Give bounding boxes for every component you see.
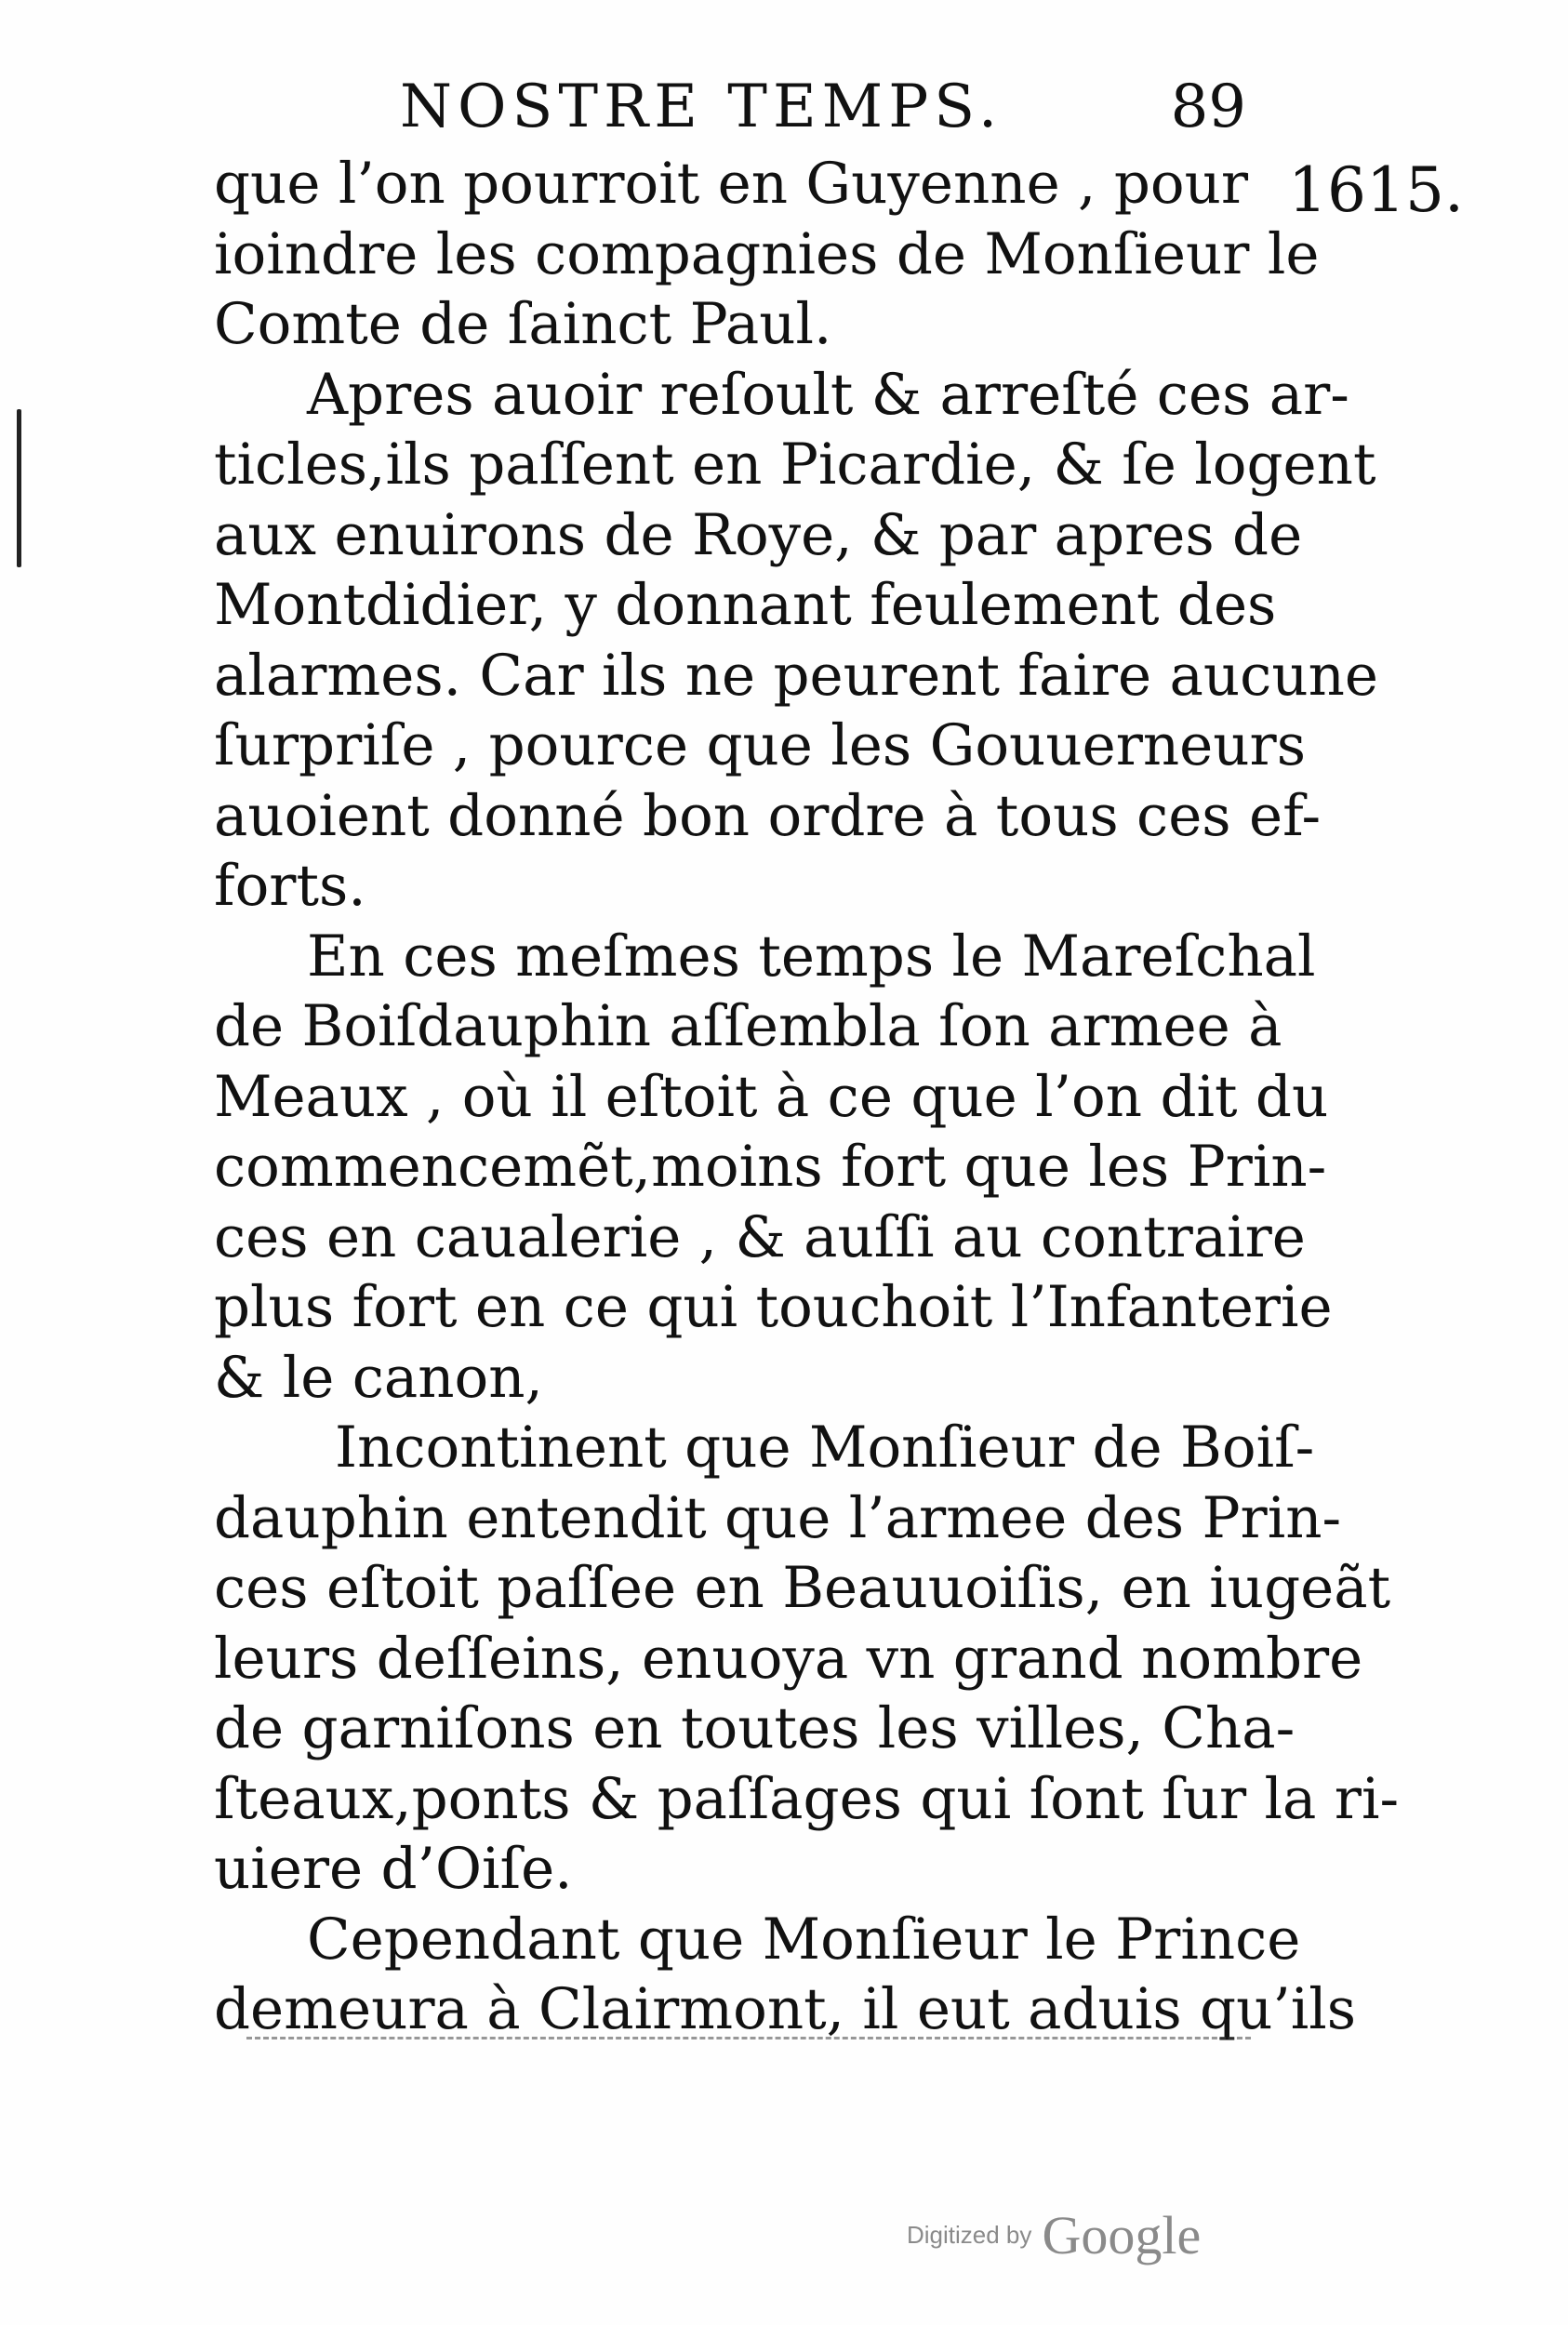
text-line: ſteaux,ponts & paſſages qui ſont ſur la ri- [214,1765,1400,1832]
text-line: leurs deſſeins, enuoya vn grand nombre [214,1625,1363,1692]
text-line: demeura à Clairmont, il eut aduis qu’ils [214,1976,1357,2042]
text-line: de garniſons en toutes les villes, Cha- [214,1695,1296,1761]
text-line: ces en caualerie , & auſſi au contraire [214,1203,1306,1270]
text-line: commencemẽt,moins fort que les Prin- [214,1134,1327,1200]
running-head-title: NOSTRE TEMPS. [400,73,1003,141]
margin-year-note: 1615. [1288,154,1464,226]
text-line: ticles,ils paſſent en Picardie, & ſe logent [214,432,1376,498]
watermark-prefix: Digitized by [907,2221,1032,2249]
text-line: Cependant que Monſieur le Prince [307,1906,1301,1973]
text-line: & le canon, [214,1344,543,1411]
text-line: ioindre les compagnies de Monſieur le [214,220,1320,287]
page-edge-mark [17,409,21,567]
google-logo: Google [1042,2205,1202,2265]
bottom-rule [246,2037,1251,2039]
text-line: Montdidier, y donnant feulement des [214,572,1277,638]
text-line: uiere d’Oiſe. [214,1836,573,1902]
text-line: Incontinent que Monſieur de Boiſ- [335,1415,1315,1481]
text-line: auoient donné bon ordre à tous ces ef- [214,782,1322,849]
page-number: 89 [1170,73,1246,141]
text-line: que l’on pourroit en Guyenne , pour [214,151,1249,217]
text-line: En ces meſmes temps le Mareſchal [307,923,1316,990]
text-line: de Boiſdauphin aſſembla ſon armee à [214,993,1282,1059]
text-line: Comte de ſainct Paul. [214,291,832,357]
digitized-by-watermark [907,2204,1201,2278]
text-line: plus fort en ce qui touchoit l’Infanterie [214,1274,1333,1340]
text-line: dauphin entendit que l’armee des Prin- [214,1484,1342,1551]
text-line: ces eſtoit paſſee en Beauuoiſis, en iugeãt [214,1555,1391,1621]
running-head [400,65,1274,149]
text-line: aux enuirons de Roye, & par apres de [214,501,1303,568]
text-line: Meaux , où il eſtoit à ce que l’on dit du [214,1063,1329,1130]
text-line: ſurpriſe , pource que les Gouuerneurs [214,712,1307,778]
text-line: alarmes. Car ils ne peurent faire aucune [214,642,1378,709]
text-line: forts. [214,853,366,919]
text-line: Apres auoir reſoult & arreſté ces ar- [307,361,1349,428]
